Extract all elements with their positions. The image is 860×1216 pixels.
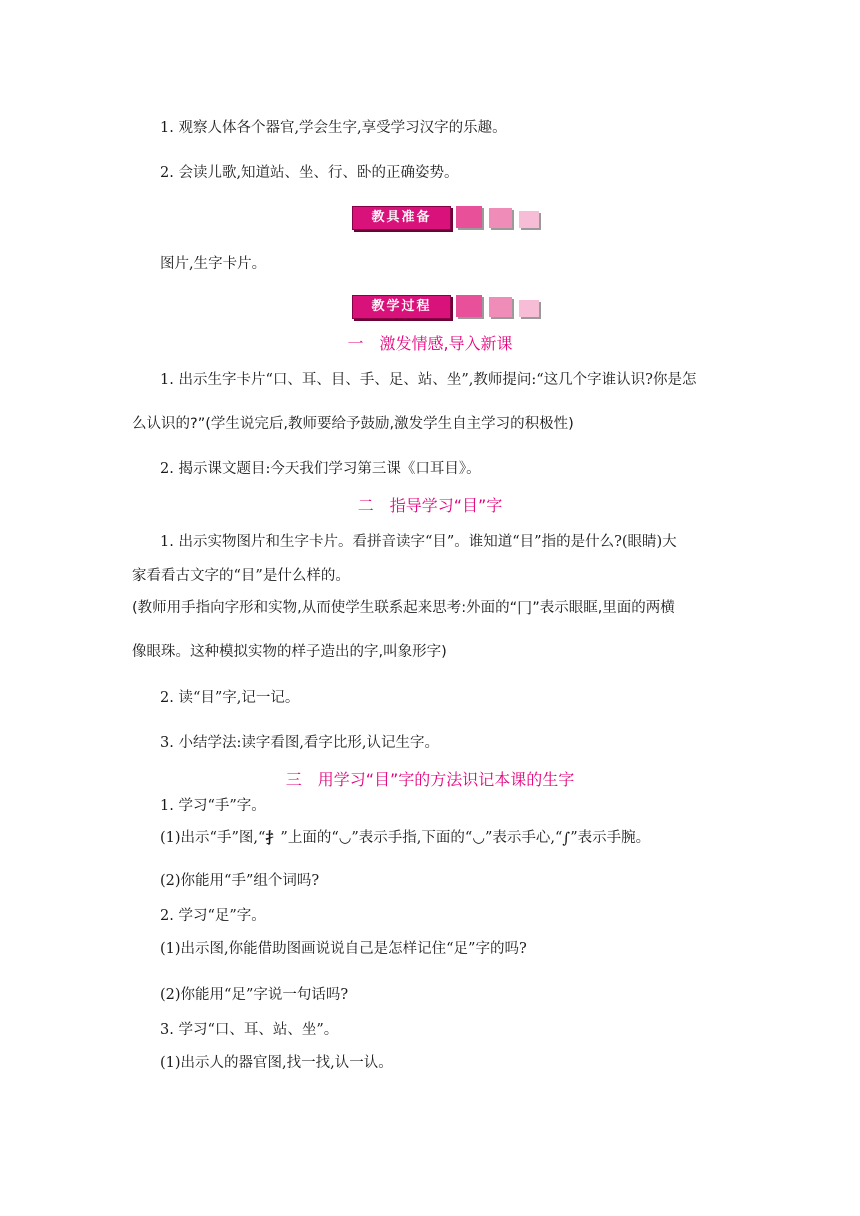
objective-1: 1. 观察人体各个器官,学会生字,享受学习汉字的乐趣。 <box>160 120 507 136</box>
section-1-title: 一 激发情感,导入新课 <box>347 334 513 353</box>
s2-p3: 3. 小结学法:读字看图,看字比形,认记生字。 <box>160 735 440 751</box>
s1-p1-line1: 1. 出示生字卡片“口、耳、目、手、足、站、坐”,教师提问:“这几个字谁认识?你是怎 <box>160 372 697 388</box>
wrist-glyph: ∫ <box>562 829 571 847</box>
banner-square <box>489 208 512 228</box>
s3-l5: (1)出示图,你能借助图画说说自己是怎样记住“足”字的吗? <box>160 941 527 957</box>
s3-l1: 1. 学习“手”字。 <box>160 798 266 814</box>
banner-square <box>489 297 512 317</box>
banner-square <box>519 211 539 228</box>
curve-glyph: ◡ <box>472 830 485 846</box>
s2-note-line2: 像眼珠。这种模拟实物的样子造出的字,叫象形字) <box>132 644 447 660</box>
s3-l2: (1)出示“手”图,“扌”上面的“◡”表示手指,下面的“◡”表示手心,“∫”表示手腕。 <box>160 829 651 847</box>
banner-square <box>456 295 482 317</box>
section-2-title: 二 指导学习“目”字 <box>357 496 503 515</box>
s1-p1-line2: 么认识的?”(学生说完后,教师要给予鼓励,激发学生自主学习的积极性) <box>132 416 574 432</box>
prep-text: 图片,生字卡片。 <box>160 256 267 272</box>
s3-l7: 3. 学习“口、耳、站、坐”。 <box>160 1022 339 1038</box>
banner-square <box>456 206 482 228</box>
section-3-title: 三 用学习“目”字的方法识记本课的生字 <box>285 770 575 789</box>
prep-banner-label: 教具准备 <box>352 206 451 230</box>
s3-l3: (2)你能用“手”组个词吗? <box>160 873 320 889</box>
objective-2: 2. 会读儿歌,知道站、坐、行、卧的正确姿势。 <box>160 165 459 181</box>
s3-l6: (2)你能用“足”字说一句话吗? <box>160 987 349 1003</box>
s2-p1-line1: 1. 出示实物图片和生字卡片。看拼音读字“目”。谁知道“目”指的是什么?(眼睛)大 <box>160 534 677 550</box>
s1-p2: 2. 揭示课文题目:今天我们学习第三课《口耳目》。 <box>160 461 481 477</box>
s2-p2: 2. 读“目”字,记一记。 <box>160 690 300 706</box>
ancient-hand-glyph: 扌 <box>265 829 281 847</box>
eye-frame-glyph: 冂 <box>517 599 533 617</box>
process-banner-label: 教学过程 <box>352 295 451 319</box>
s3-l4: 2. 学习“足”字。 <box>160 908 266 924</box>
s2-note-line1: (教师用手指向字形和实物,从而使学生联系起来思考:外面的“冂”表示眼眶,里面的两横 <box>132 599 675 617</box>
s3-l8: (1)出示人的器官图,找一找,认一认。 <box>160 1055 393 1071</box>
s2-p1-line2: 家看看古文字的“目”是什么样的。 <box>132 568 350 584</box>
banner-square <box>519 300 539 317</box>
curve-glyph: ◡ <box>338 830 352 846</box>
